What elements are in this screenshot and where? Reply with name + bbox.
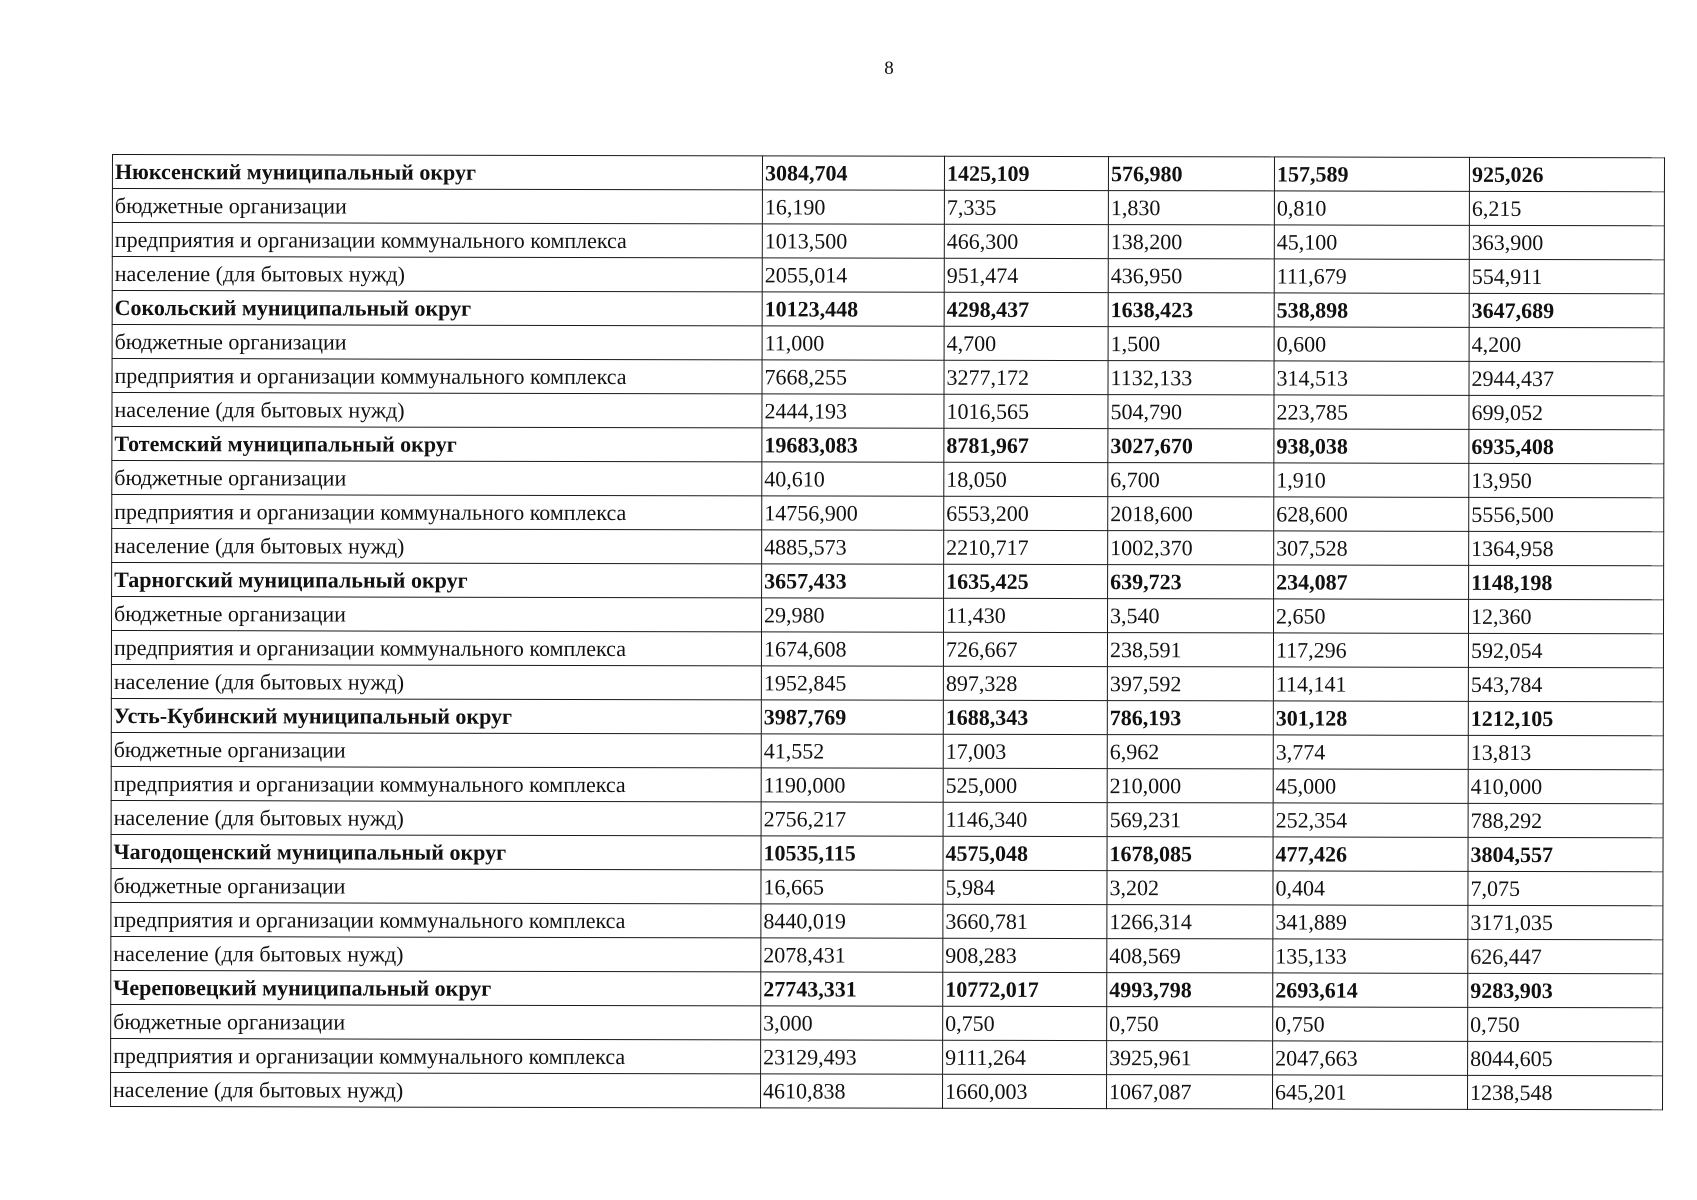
value-cell: 1148,198 bbox=[1469, 565, 1664, 599]
value-cell: 628,600 bbox=[1274, 497, 1469, 531]
value-cell: 314,513 bbox=[1274, 361, 1469, 395]
value-cell: 19683,083 bbox=[762, 428, 944, 462]
table-row bbox=[112, 189, 1664, 226]
row-label-cell: предприятия и организации коммунального комплекса bbox=[111, 766, 761, 801]
value-cell: 23129,493 bbox=[761, 1040, 943, 1074]
row-label-cell: Нюксенский муниципальный округ bbox=[112, 155, 762, 190]
value-cell: 2210,717 bbox=[944, 530, 1108, 564]
district-total-row bbox=[111, 834, 1663, 871]
value-cell: 4993,798 bbox=[1107, 973, 1273, 1007]
value-cell: 2055,014 bbox=[762, 258, 944, 292]
value-cell: 6,962 bbox=[1107, 735, 1273, 769]
value-cell: 138,200 bbox=[1108, 225, 1274, 259]
row-label-cell: Череповецкий муниципальный округ bbox=[111, 970, 761, 1005]
district-total-row bbox=[112, 427, 1664, 464]
value-cell: 908,283 bbox=[943, 938, 1107, 972]
value-cell: 626,447 bbox=[1468, 939, 1663, 973]
value-cell: 2018,600 bbox=[1108, 497, 1274, 531]
value-cell: 10535,115 bbox=[761, 836, 943, 870]
value-cell: 436,950 bbox=[1108, 259, 1274, 293]
value-cell: 3657,433 bbox=[762, 564, 944, 598]
table-row bbox=[111, 902, 1663, 939]
row-label-cell: Чагодощенский муниципальный округ bbox=[111, 834, 761, 869]
consumption-table bbox=[110, 154, 1665, 1110]
value-cell: 7,075 bbox=[1468, 871, 1663, 905]
value-cell: 3171,035 bbox=[1468, 905, 1663, 939]
row-label-cell: бюджетные организации bbox=[111, 732, 761, 767]
value-cell: 234,087 bbox=[1274, 565, 1469, 599]
value-cell: 1688,343 bbox=[943, 700, 1107, 734]
value-cell: 307,528 bbox=[1274, 531, 1469, 565]
value-cell: 2078,431 bbox=[761, 938, 943, 972]
value-cell: 576,980 bbox=[1108, 157, 1274, 191]
value-cell: 2756,217 bbox=[761, 802, 943, 836]
value-cell: 4,700 bbox=[944, 326, 1108, 360]
value-cell: 1146,340 bbox=[943, 802, 1107, 836]
value-cell: 410,000 bbox=[1468, 769, 1663, 803]
value-cell: 408,569 bbox=[1107, 939, 1273, 973]
value-cell: 3084,704 bbox=[762, 156, 944, 190]
value-cell: 1638,423 bbox=[1108, 293, 1274, 327]
row-label-cell: население (для бытовых нужд) bbox=[111, 664, 761, 699]
value-cell: 12,360 bbox=[1468, 599, 1663, 633]
value-cell: 2444,193 bbox=[762, 394, 944, 428]
value-cell: 1,910 bbox=[1274, 463, 1469, 497]
row-label-cell: Тотемский муниципальный округ bbox=[112, 427, 762, 462]
value-cell: 6553,200 bbox=[944, 496, 1108, 530]
value-cell: 7,335 bbox=[944, 190, 1108, 224]
value-cell: 786,193 bbox=[1107, 701, 1273, 735]
value-cell: 4,200 bbox=[1469, 327, 1664, 361]
value-cell: 29,980 bbox=[762, 598, 944, 632]
row-label-cell: население (для бытовых нужд) bbox=[112, 529, 762, 564]
value-cell: 1132,133 bbox=[1108, 361, 1274, 395]
value-cell: 3925,961 bbox=[1107, 1041, 1273, 1075]
table-row bbox=[112, 393, 1664, 430]
value-cell: 10772,017 bbox=[943, 972, 1107, 1006]
value-cell: 397,592 bbox=[1107, 667, 1273, 701]
value-cell: 2944,437 bbox=[1469, 361, 1664, 395]
value-cell: 3660,781 bbox=[943, 904, 1107, 938]
row-label-cell: население (для бытовых нужд) bbox=[112, 257, 762, 292]
value-cell: 223,785 bbox=[1274, 395, 1469, 429]
value-cell: 2047,663 bbox=[1273, 1041, 1468, 1075]
row-label-cell: предприятия и организации коммунального комплекса bbox=[111, 902, 761, 937]
value-cell: 925,026 bbox=[1469, 157, 1664, 191]
value-cell: 41,552 bbox=[761, 734, 943, 768]
value-cell: 363,900 bbox=[1469, 225, 1664, 259]
table-row bbox=[112, 359, 1664, 396]
value-cell: 699,052 bbox=[1469, 395, 1664, 429]
value-cell: 938,038 bbox=[1274, 429, 1469, 463]
row-label-cell: население (для бытовых нужд) bbox=[111, 800, 761, 835]
value-cell: 466,300 bbox=[944, 224, 1108, 258]
table-row bbox=[111, 1038, 1663, 1075]
value-cell: 40,610 bbox=[762, 462, 944, 496]
value-cell: 0,750 bbox=[943, 1006, 1107, 1040]
table-row bbox=[112, 529, 1664, 566]
value-cell: 1,830 bbox=[1108, 191, 1274, 225]
value-cell: 3277,172 bbox=[944, 360, 1108, 394]
value-cell: 3,000 bbox=[761, 1006, 943, 1040]
page-number: 8 bbox=[884, 58, 894, 79]
value-cell: 1364,958 bbox=[1469, 531, 1664, 565]
value-cell: 726,667 bbox=[943, 632, 1107, 666]
value-cell: 1016,565 bbox=[944, 394, 1108, 428]
value-cell: 210,000 bbox=[1107, 769, 1273, 803]
district-total-row bbox=[112, 291, 1664, 328]
value-cell: 1,500 bbox=[1108, 327, 1274, 361]
value-cell: 1425,109 bbox=[944, 156, 1108, 190]
value-cell: 16,190 bbox=[762, 190, 944, 224]
value-cell: 13,813 bbox=[1468, 735, 1663, 769]
value-cell: 1952,845 bbox=[761, 666, 943, 700]
value-cell: 554,911 bbox=[1469, 259, 1664, 293]
table-row bbox=[112, 223, 1664, 260]
value-cell: 1190,000 bbox=[761, 768, 943, 802]
value-cell: 8440,019 bbox=[761, 904, 943, 938]
value-cell: 1660,003 bbox=[943, 1074, 1107, 1108]
value-cell: 0,750 bbox=[1468, 1007, 1663, 1041]
table-row bbox=[112, 325, 1664, 362]
table-row bbox=[111, 732, 1663, 769]
district-total-row bbox=[112, 155, 1664, 192]
value-cell: 788,292 bbox=[1468, 803, 1663, 837]
value-cell: 17,003 bbox=[943, 734, 1107, 768]
value-cell: 477,426 bbox=[1273, 837, 1468, 871]
row-label-cell: предприятия и организации коммунального комплекса bbox=[111, 631, 761, 666]
value-cell: 117,296 bbox=[1273, 633, 1468, 667]
table-row bbox=[111, 868, 1663, 905]
value-cell: 2,650 bbox=[1273, 599, 1468, 633]
value-cell: 1238,548 bbox=[1468, 1075, 1663, 1109]
value-cell: 3,540 bbox=[1107, 599, 1273, 633]
value-cell: 3647,689 bbox=[1469, 293, 1664, 327]
value-cell: 252,354 bbox=[1273, 803, 1468, 837]
value-cell: 951,474 bbox=[944, 258, 1108, 292]
row-label-cell: предприятия и организации коммунального комплекса bbox=[112, 223, 762, 258]
value-cell: 6,700 bbox=[1108, 463, 1274, 497]
table-row bbox=[111, 631, 1663, 668]
row-label-cell: Усть-Кубинский муниципальный округ bbox=[111, 698, 761, 733]
value-cell: 0,404 bbox=[1273, 871, 1468, 905]
district-total-row bbox=[111, 970, 1663, 1007]
value-cell: 3027,670 bbox=[1108, 429, 1274, 463]
value-cell: 0,600 bbox=[1274, 327, 1469, 361]
value-cell: 16,665 bbox=[761, 870, 943, 904]
value-cell: 45,100 bbox=[1274, 225, 1469, 259]
value-cell: 0,750 bbox=[1107, 1007, 1273, 1041]
value-cell: 45,000 bbox=[1273, 769, 1468, 803]
value-cell: 3987,769 bbox=[761, 700, 943, 734]
row-label-cell: бюджетные организации bbox=[111, 1004, 761, 1039]
value-cell: 569,231 bbox=[1107, 803, 1273, 837]
value-cell: 504,790 bbox=[1108, 395, 1274, 429]
value-cell: 7668,255 bbox=[762, 360, 944, 394]
value-cell: 9283,903 bbox=[1468, 973, 1663, 1007]
value-cell: 11,430 bbox=[944, 598, 1108, 632]
row-label-cell: население (для бытовых нужд) bbox=[111, 936, 761, 971]
value-cell: 157,589 bbox=[1274, 157, 1469, 191]
value-cell: 1212,105 bbox=[1468, 701, 1663, 735]
row-label-cell: бюджетные организации bbox=[112, 189, 762, 224]
table-row bbox=[111, 1004, 1663, 1041]
value-cell: 8044,605 bbox=[1468, 1041, 1663, 1075]
value-cell: 9111,264 bbox=[943, 1040, 1107, 1074]
value-cell: 1678,085 bbox=[1107, 837, 1273, 871]
value-cell: 6,215 bbox=[1469, 191, 1664, 225]
row-label-cell: бюджетные организации bbox=[112, 461, 762, 496]
value-cell: 5556,500 bbox=[1469, 497, 1664, 531]
table-row bbox=[112, 257, 1664, 294]
value-cell: 6935,408 bbox=[1469, 429, 1664, 463]
value-cell: 114,141 bbox=[1273, 667, 1468, 701]
value-cell: 10123,448 bbox=[762, 292, 944, 326]
table-row bbox=[112, 495, 1664, 532]
row-label-cell: бюджетные организации bbox=[111, 868, 761, 903]
row-label-cell: бюджетные организации bbox=[112, 325, 762, 360]
value-cell: 1067,087 bbox=[1107, 1075, 1273, 1109]
value-cell: 1013,500 bbox=[762, 224, 944, 258]
value-cell: 1674,608 bbox=[761, 632, 943, 666]
value-cell: 8781,967 bbox=[944, 428, 1108, 462]
value-cell: 639,723 bbox=[1108, 565, 1274, 599]
value-cell: 897,328 bbox=[943, 666, 1107, 700]
value-cell: 341,889 bbox=[1273, 905, 1468, 939]
row-label-cell: предприятия и организации коммунального комплекса bbox=[112, 359, 762, 394]
value-cell: 1002,370 bbox=[1108, 531, 1274, 565]
district-total-row bbox=[112, 563, 1664, 600]
value-cell: 592,054 bbox=[1468, 633, 1663, 667]
value-cell: 4298,437 bbox=[944, 292, 1108, 326]
value-cell: 2693,614 bbox=[1273, 973, 1468, 1007]
value-cell: 14756,900 bbox=[762, 496, 944, 530]
row-label-cell: Сокольский муниципальный округ bbox=[112, 291, 762, 326]
district-total-row bbox=[111, 698, 1663, 735]
value-cell: 3,202 bbox=[1107, 871, 1273, 905]
value-cell: 0,750 bbox=[1273, 1007, 1468, 1041]
value-cell: 543,784 bbox=[1468, 667, 1663, 701]
value-cell: 1266,314 bbox=[1107, 905, 1273, 939]
table-row bbox=[111, 800, 1663, 837]
value-cell: 13,950 bbox=[1469, 463, 1664, 497]
value-cell: 238,591 bbox=[1107, 633, 1273, 667]
value-cell: 27743,331 bbox=[761, 972, 943, 1006]
value-cell: 0,810 bbox=[1274, 191, 1469, 225]
value-cell: 18,050 bbox=[944, 462, 1108, 496]
value-cell: 301,128 bbox=[1273, 701, 1468, 735]
value-cell: 3,774 bbox=[1273, 735, 1468, 769]
value-cell: 3804,557 bbox=[1468, 837, 1663, 871]
table-row bbox=[111, 664, 1663, 701]
table-body bbox=[111, 155, 1665, 1110]
table-row bbox=[112, 597, 1664, 634]
table-row bbox=[111, 936, 1663, 973]
value-cell: 538,898 bbox=[1274, 293, 1469, 327]
value-cell: 135,133 bbox=[1273, 939, 1468, 973]
row-label-cell: предприятия и организации коммунального комплекса bbox=[112, 495, 762, 530]
value-cell: 525,000 bbox=[943, 768, 1107, 802]
table-row bbox=[111, 1072, 1663, 1109]
row-label-cell: Тарногский муниципальный округ bbox=[112, 563, 762, 598]
value-cell: 4610,838 bbox=[761, 1074, 943, 1108]
value-cell: 1635,425 bbox=[944, 564, 1108, 598]
value-cell: 4885,573 bbox=[762, 530, 944, 564]
row-label-cell: предприятия и организации коммунального комплекса bbox=[111, 1038, 761, 1073]
row-label-cell: население (для бытовых нужд) bbox=[111, 1072, 761, 1107]
value-cell: 11,000 bbox=[762, 326, 944, 360]
value-cell: 111,679 bbox=[1274, 259, 1469, 293]
value-cell: 4575,048 bbox=[943, 836, 1107, 870]
row-label-cell: население (для бытовых нужд) bbox=[112, 393, 762, 428]
value-cell: 645,201 bbox=[1273, 1075, 1468, 1109]
value-cell: 5,984 bbox=[943, 870, 1107, 904]
table-row bbox=[111, 766, 1663, 803]
table-row bbox=[112, 461, 1664, 498]
row-label-cell: бюджетные организации bbox=[112, 597, 762, 632]
